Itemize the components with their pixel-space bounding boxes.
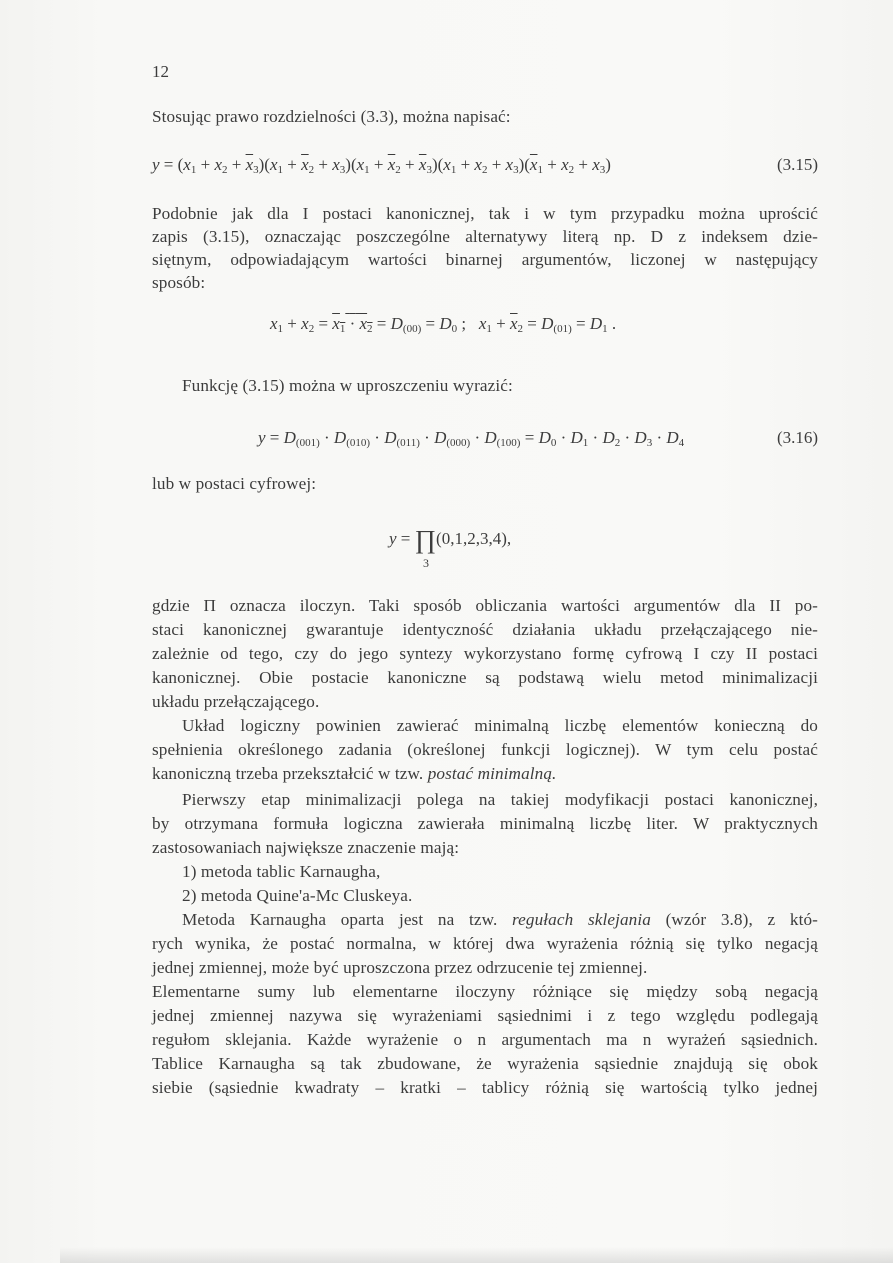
paragraph-line: Funkcję (3.15) można w uproszczeniu wyrazić:	[182, 376, 513, 395]
list-item: 2) metoda Quine'a-Mc Cluskeya.	[182, 886, 413, 905]
paragraph-line: zastosowaniach największe znaczenie mają:	[152, 838, 460, 857]
paragraph-line: siętnym, odpowiadającym wartości binarnej argumentów, liczonej w następujący	[152, 250, 818, 269]
scan-shadow	[60, 1247, 893, 1263]
page-number: 12	[152, 62, 169, 81]
paragraph-line: staci kanonicznej gwarantuje identyczność działania układu przełączającego nie-	[152, 620, 818, 639]
equation-3-16: $y = D_{(001)} \cdot D_{(010)} \cdot D_{(011)} \cdot D_{(000)} \cdot D_{(100)} = D_0 \cdot D_1 \cdot D_2 \cdot D_3 \cdot D_4$	[258, 428, 685, 449]
text-span: Metoda Karnaugha oparta jest na tzw.	[182, 910, 513, 929]
paragraph-line: zależnie od tego, czy do jego syntezy wykorzystano formę cyfrową I czy II postaci	[152, 644, 818, 663]
product-subscript: 3	[423, 556, 429, 570]
paragraph-line: jednej zmiennej nazywa się wyrażeniami sąsiednimi i z tego względu podlegają	[152, 1006, 818, 1025]
paragraph-line: zapis (3.15), oznaczając poszczególne alternatywy literą np. D z indeksem dzie-	[152, 227, 818, 246]
paragraph-line: lub w postaci cyfrowej:	[152, 474, 317, 493]
paragraph-line: Tablice Karnaugha są tak zbudowane, że wyrażenia sąsiednie znajdują się obok	[152, 1054, 818, 1073]
equation-d-definitions: $x_1 + x_2 = x_1 \cdot x_2 = D_{(00)} = D_0$ ; $x_1 + \overline{x}_2 = D_{(01)} = D_1$ .	[270, 314, 617, 335]
paragraph-line: siebie (sąsiednie kwadraty – kratki – tablicy różnią się wartością tylko jednej	[152, 1078, 818, 1097]
text-span: (wzór 3.8), z któ-	[650, 910, 818, 929]
italic-term: postać minimalną.	[427, 764, 557, 783]
paragraph-line	[152, 764, 556, 784]
paragraph-line: układu przełączającego.	[152, 692, 320, 711]
paragraph-line: Stosując prawo rozdzielności (3.3), można napisać:	[152, 107, 511, 126]
text-span: kanoniczną trzeba przekształcić w tzw.	[152, 764, 428, 783]
paragraph-line: rych wynika, że postać normalna, w której dwa wyrażenia różnią się tylko negacją	[152, 934, 818, 953]
paragraph-line: Układ logiczny powinien zawierać minimalną liczbę elementów konieczną do	[182, 716, 818, 735]
equation-number: (3.15)	[777, 155, 819, 174]
paragraph-line: sposób:	[152, 273, 206, 292]
paragraph-line: kanonicznej. Obie postacie kanoniczne są podstawą wielu metod minimalizacji	[152, 668, 818, 687]
paragraph-line	[182, 910, 818, 930]
paragraph-line: by otrzymana formuła logiczna zawierała minimalną liczbę liter. W praktycznych	[152, 814, 818, 833]
italic-term: regułach sklejania	[512, 910, 651, 929]
equation-number: (3.16)	[777, 428, 819, 447]
equation-product: y = ∏(0,1,2,3,4),	[389, 525, 512, 554]
paragraph-line: Elementarne sumy lub elementarne iloczyny różniące się między sobą negacją	[152, 982, 818, 1001]
equation-3-15: $y = (x_1 + x_2 + \overline{x}_3)(x_1 + \overline{x}_2 + x_3)(x_1 + \overline{x}_2 + \overline{x}_3)(x_1 + x_2 + x_3)(\overline{x}_1 + x_2 + x_3)$	[152, 155, 611, 176]
paragraph-line: gdzie Π oznacza iloczyn. Taki sposób obliczania wartości argumentów dla II po-	[152, 596, 818, 615]
paragraph-line: spełnienia określonego zadania (określonej funkcji logicznej). W tym celu postać	[152, 740, 818, 759]
list-item: 1) metoda tablic Karnaugha,	[182, 862, 381, 881]
paragraph-line: regułom sklejania. Każde wyrażenie o n argumentach ma n wyrażeń sąsiednich.	[152, 1030, 818, 1049]
paragraph-line: Podobnie jak dla I postaci kanonicznej, tak i w tym przypadku można uprościć	[152, 204, 818, 223]
paragraph-line: Pierwszy etap minimalizacji polega na takiej modyfikacji postaci kanonicznej,	[182, 790, 818, 809]
paragraph-line: jednej zmiennej, może być uproszczona przez odrzucenie tej zmiennej.	[152, 958, 648, 977]
